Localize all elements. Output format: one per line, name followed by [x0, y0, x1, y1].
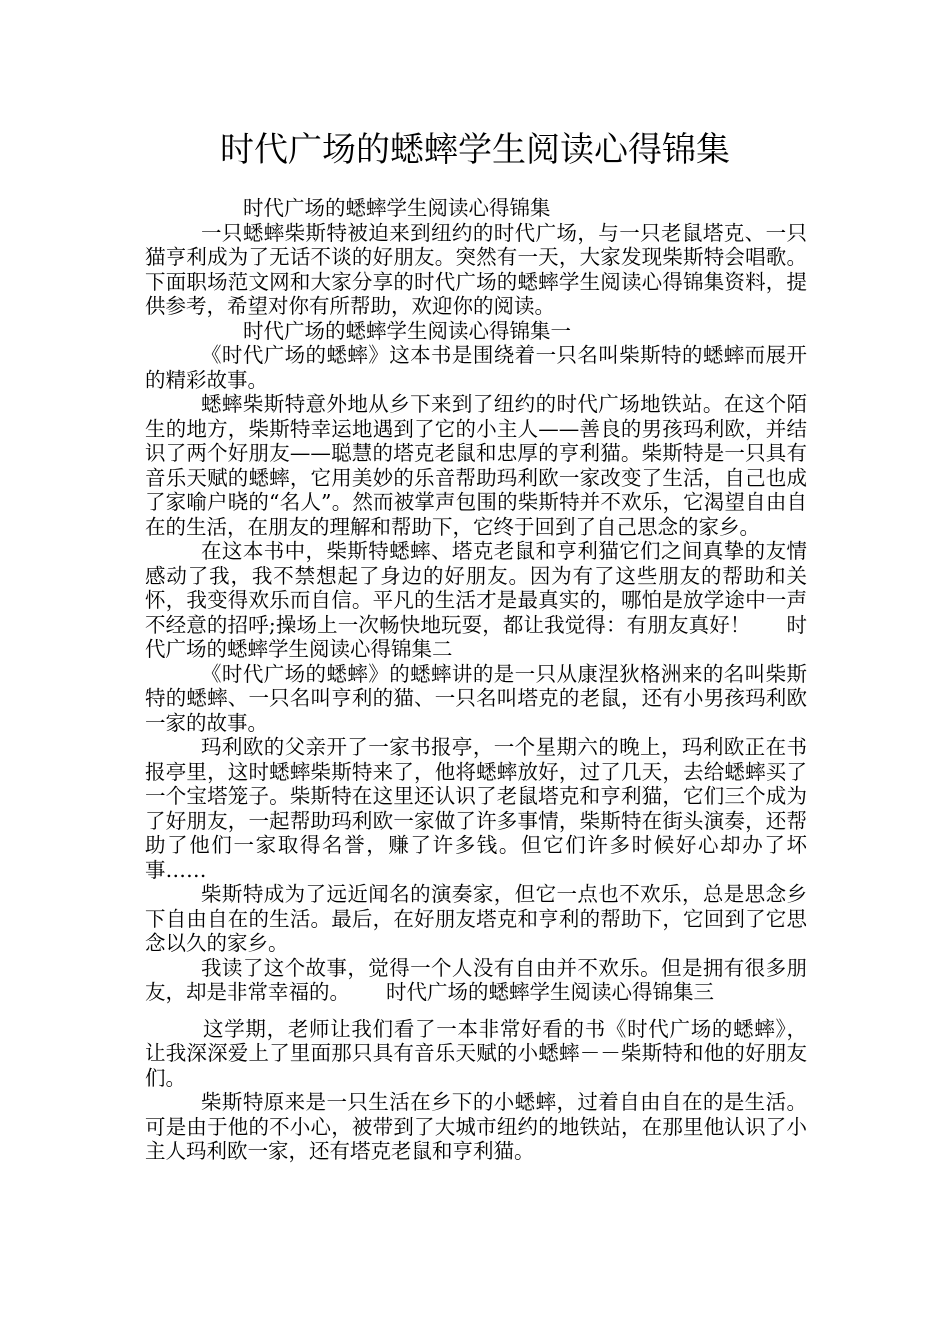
- section1-paragraph-2: 蟋蟀柴斯特意外地从乡下来到了纽约的时代广场地铁站。在这个陌生的地方，柴斯特幸运地遇到了它的小主人——善良的男孩玛利欧，并结识了两个好朋友——聪慧的塔克老鼠和忠厚的亨利猫。柴斯特是一只具有音乐天赋的蟋蟀，它用美妙的乐音帮助玛利欧一家改变了生活，自己也成了家喻户晓的“名人”。然而被掌声包围的柴斯特并不欢乐，它渴望自由自在的生活，在朋友的理解和帮助下，它终于回到了自己思念的家乡。: [145, 392, 807, 539]
- section2-paragraph-4-text: 我读了这个故事，觉得一个人没有自由并不欢乐。但是拥有很多朋友，却是非常幸福的。: [145, 955, 807, 1004]
- document-subtitle: 时代广场的蟋蟀学生阅读心得锦集: [243, 196, 551, 220]
- section1-paragraph-3: [145, 539, 807, 662]
- section2-paragraph-1: 《时代广场的蟋蟀》的蟋蟀讲的是一只从康涅狄格洲来的名叫柴斯特的蟋蟀、一只名叫亨利的猫、一只名叫塔克的老鼠，还有小男孩玛利欧一家的故事。: [145, 661, 807, 735]
- section1-paragraph-1: 《时代广场的蟋蟀》这本书是围绕着一只名叫柴斯特的蟋蟀而展开的精彩故事。: [145, 343, 807, 392]
- section3-paragraph-1: 这学期，老师让我们看了一本非常好看的书《时代广场的蟋蟀》，让我深深爱上了里面那只具有音乐天赋的小蟋蟀－－柴斯特和他的好朋友们。: [145, 1016, 807, 1090]
- intro-paragraph: 一只蟋蟀柴斯特被迫来到纽约的时代广场，与一只老鼠塔克、一只猫亨利成为了无话不谈的好朋友。突然有一天，大家发现柴斯特会唱歌。下面职场范文网和大家分享的时代广场的蟋蟀学生阅读心得锦集资料，提供参考，希望对你有所帮助，欢迎你的阅读。: [145, 220, 807, 318]
- document-body: [145, 196, 807, 1164]
- section3-paragraph-2: 柴斯特原来是一只生活在乡下的小蟋蟀，过着自由自在的是生活。可是由于他的不小心，被带到了大城市纽约的地铁站，在那里他认识了小主人玛利欧一家，还有塔克老鼠和亨利猫。: [145, 1090, 807, 1163]
- section2-heading: 时代广场的蟋蟀学生阅读心得锦集二: [145, 612, 807, 661]
- document-title: 时代广场的蟋蟀学生阅读心得锦集: [220, 130, 730, 170]
- section1-paragraph-3-text: 在这本书中，柴斯特蟋蟀、塔克老鼠和亨利猫它们之间真挚的友情感动了我，我不禁想起了身边的好朋友。因为有了这些朋友的帮助和关怀，我变得欢乐而自信。平凡的生活才是最真实的，哪怕是放学途中一声不经意的招呼;操场上一次畅快地玩耍，都让我觉得：有朋友真好！: [145, 539, 807, 637]
- section2-paragraph-4: [145, 956, 807, 1005]
- section2-paragraph-2: 玛利欧的父亲开了一家书报亭，一个星期六的晚上，玛利欧正在书报亭里，这时蟋蟀柴斯特来了，他将蟋蟀放好，过了几天，去给蟋蟀买了一个宝塔笼子。柴斯特在这里还认识了老鼠塔克和亨利猫，它们三个成为了好朋友，一起帮助玛利欧一家做了许多事情，柴斯特在街头演奏，还帮助了他们一家取得名誉，赚了许多钱。但它们许多时候好心却办了坏事……: [145, 735, 807, 882]
- section2-paragraph-3: 柴斯特成为了远近闻名的演奏家，但它一点也不欢乐，总是思念乡下自由自在的生活。最后，在好朋友塔克和亨利的帮助下，它回到了它思念以久的家乡。: [145, 882, 807, 955]
- section3-heading: 时代广场的蟋蟀学生阅读心得锦集三: [386, 980, 714, 1004]
- section1-heading: 时代广场的蟋蟀学生阅读心得锦集一: [243, 318, 571, 343]
